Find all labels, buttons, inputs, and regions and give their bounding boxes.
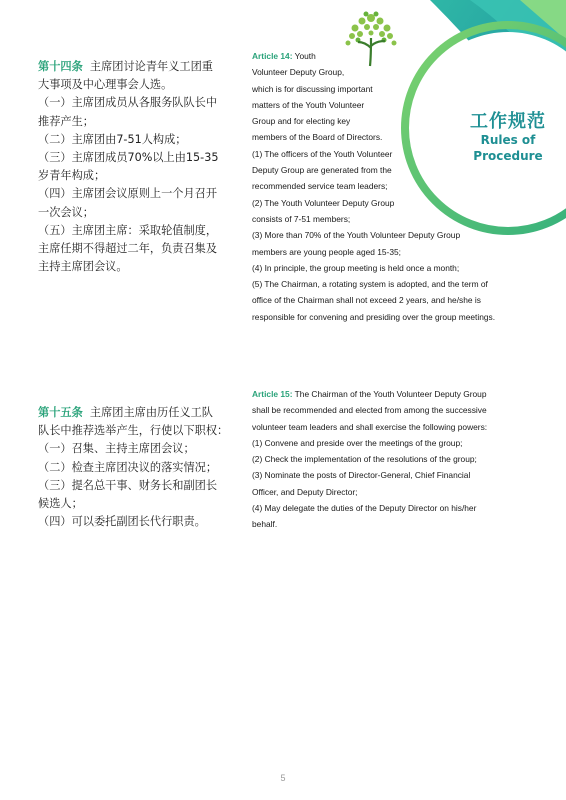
- article-14-cn-line: 主席团讨论青年义工团重: [89, 60, 213, 73]
- article-14-en-line: matters of the Youth Volunteer: [252, 99, 365, 110]
- page-number: 5: [280, 773, 286, 783]
- article-14-en-line: Volunteer Deputy Group,: [252, 67, 345, 78]
- article-15-cn-line: （三）提名总干事、财务长和副团长: [38, 478, 218, 492]
- article-15-en-line: (2) Check the implementation of the resolutions of the group;: [252, 454, 477, 465]
- article-14-en-line: Group and for electing key: [252, 116, 351, 127]
- article-15-en-line: behalf.: [252, 519, 278, 530]
- article-15-en-line: shall be recommended and elected from among the successive: [252, 405, 487, 416]
- article-15-en-line: volunteer team leaders and shall exercise the following powers:: [252, 421, 488, 432]
- article-14-en-line: (3) More than 70% of the Youth Volunteer Deputy Group: [252, 230, 461, 241]
- article-15-en-line: Officer, and Deputy Director;: [252, 486, 358, 497]
- article-14-cn-line: 主席任期不得超过二年，负责召集及: [38, 242, 218, 256]
- article-14-en-line: (4) In principle, the group meeting is held once a month;: [252, 262, 460, 273]
- article-14-cn-number: 第十四条: [38, 60, 83, 73]
- article-14-cn-line: 岁青年构成；: [38, 169, 106, 183]
- article-14-en-line: members are young people aged 15-35;: [252, 246, 401, 257]
- article-14-en-line: responsible for convening and presiding over the group meetings.: [252, 311, 496, 322]
- article-15-cn-number: 第十五条: [38, 406, 83, 419]
- article-14-en-line: members of the Board of Directors.: [252, 132, 383, 143]
- article-14-en-line: office of the Chairman shall not exceed 2 years, and he/she is: [252, 295, 481, 306]
- article-15-cn-line: 队长中推荐选举产生，行使以下职权：: [38, 424, 229, 438]
- article-15-cn-line: （四）可以委托副团长代行职责。: [38, 515, 206, 529]
- article-14-en-number: Article 14:: [252, 51, 293, 61]
- article-15-cn-line: 候选人；: [38, 497, 83, 511]
- badge-title-cn: 工作规范: [470, 111, 546, 132]
- article-15-en: [252, 386, 542, 533]
- article-14-cn-line: （四）主席团会议原则上一个月召开: [38, 187, 218, 201]
- article-15-en-line: (4) May delegate the duties of the Deputy Director on his/her: [252, 503, 477, 514]
- article-14-cn-line: （一）主席团成员从各服务队队长中: [38, 96, 218, 110]
- article-14-en-line: consists of 7-51 members;: [252, 213, 351, 224]
- article-14-cn-line: （三）主席团成员70%以上由15-35: [38, 151, 219, 165]
- article-15-en-line: (1) Convene and preside over the meetings of the group;: [252, 437, 463, 448]
- article-14-cn-line: （二）主席团由7-51人构成；: [38, 132, 187, 146]
- article-14-cn-line: 主持主席团会议。: [38, 260, 128, 274]
- article-14-en-line: (2) The Youth Volunteer Deputy Group: [252, 197, 395, 208]
- article-15-en-number: Article 15:: [252, 389, 293, 399]
- article-14-cn-line: 推荐产生；: [38, 114, 94, 128]
- article-14-en-line: Deputy Group are generated from the: [252, 165, 392, 176]
- article-14-cn: [38, 58, 218, 276]
- article-15-cn: [38, 404, 229, 531]
- article-15-en-line: The Chairman of the Youth Volunteer Deputy Group: [292, 389, 487, 399]
- article-14-en-line: Youth: [292, 51, 316, 61]
- article-15-en-line: (3) Nominate the posts of Director-General, Chief Financial: [252, 470, 471, 481]
- article-14-en-line: recommended service team leaders;: [252, 181, 388, 192]
- article-14-en-line: (1) The officers of the Youth Volunteer: [252, 148, 393, 159]
- article-14-cn-line: （五）主席团主席：采取轮值制度，: [38, 223, 218, 237]
- article-15-cn-line: 主席团主席由历任义工队: [89, 406, 213, 419]
- article-14-en: [252, 48, 542, 325]
- article-15-cn-line: （二）检查主席团决议的落实情况；: [38, 460, 218, 474]
- article-14-en-line: (5) The Chairman, a rotating system is adopted, and the term of: [252, 279, 488, 290]
- article-14-en-line: which is for discussing important: [252, 83, 373, 94]
- article-15-cn-line: （一）召集、主持主席团会议；: [38, 442, 195, 456]
- article-14-cn-line: 一次会议；: [38, 205, 94, 219]
- article-14-cn-line: 大事项及中心理事会人选。: [38, 78, 173, 92]
- badge-title-en: Rules of Procedure: [473, 133, 543, 163]
